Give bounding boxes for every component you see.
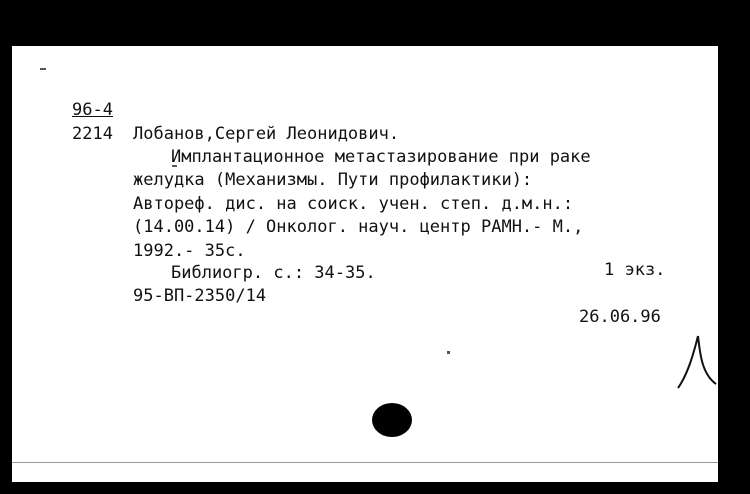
- scan-speck: [40, 68, 46, 70]
- punch-hole: [372, 403, 412, 437]
- scan-speck: [447, 351, 450, 354]
- scan-speck: [12, 462, 718, 463]
- date-stamp: 26.06.96: [579, 307, 661, 327]
- catalog-card: [12, 46, 718, 482]
- card-number: 2214: [72, 124, 113, 144]
- title-line: Автореф. дис. на соиск. учен. степ. д.м.н.:: [133, 194, 574, 214]
- author-name: Лобанов,Сергей Леонидович.: [133, 124, 400, 144]
- copies-count: 1 экз.: [604, 260, 666, 280]
- title-line: (14.00.14) / Онколог. науч. центр РАМН.- М.,: [133, 217, 584, 237]
- bibliography-note: Библиогр. с.: 34-35.: [171, 263, 376, 283]
- registry-number: 95-ВП-2350/14: [133, 286, 267, 306]
- handwritten-initial-icon: [668, 334, 718, 394]
- title-line: желудка (Механизмы. Пути профилактики):: [133, 170, 533, 190]
- title-line: Имплантационное метастазирование при раке: [171, 147, 591, 167]
- shelf-mark: 96-4: [72, 100, 113, 120]
- title-line: 1992.- 35с.: [133, 241, 246, 261]
